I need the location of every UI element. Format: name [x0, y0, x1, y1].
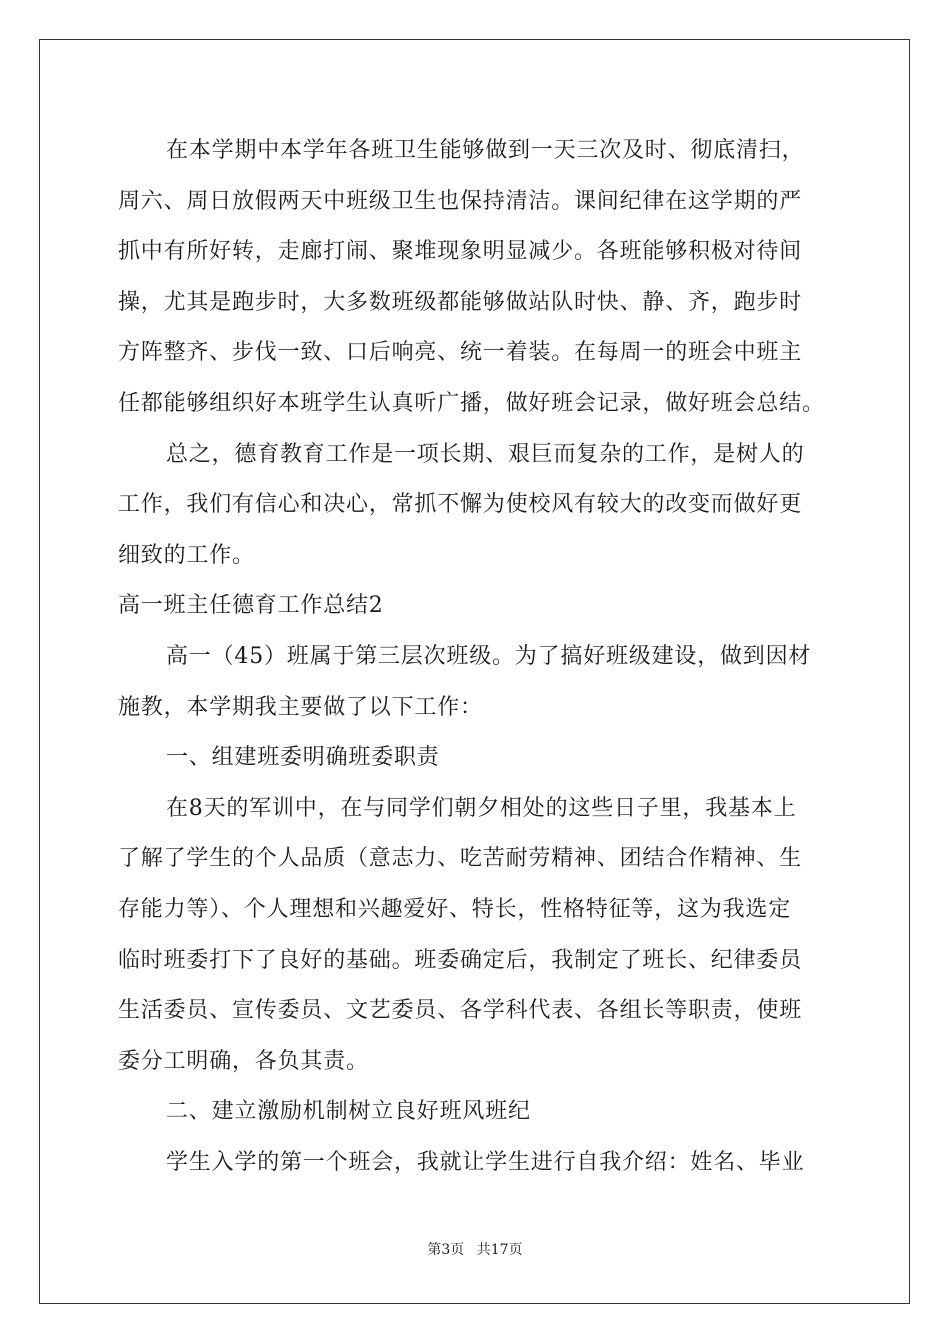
paragraph-line: 任都能够组织好本班学生认真听广播，做好班会记录，做好班会总结。 — [118, 390, 825, 416]
paragraph-line: 方阵整齐、步伐一致、口后响亮、统一着装。在每周一的班会中班主 — [118, 340, 803, 366]
document-body — [118, 126, 838, 1188]
paragraph-line: 高一（45）班属于第三层次班级。为了搞好班级建设，做到因材 — [166, 643, 812, 669]
paragraph-line: 细致的工作。 — [118, 542, 255, 568]
paragraph-line: 生活委员、宣传委员、文艺委员、各学科代表、各组长等职责，使班 — [118, 998, 803, 1024]
page-footer — [0, 1239, 950, 1259]
subsection-heading: 一、组建班委明确班委职责 — [166, 745, 440, 771]
paragraph-line: 存能力等）、个人理想和兴趣爱好、特长，性格特征等，这为我选定 — [118, 896, 792, 922]
paragraph-line: 操，尤其是跑步时，大多数班级都能够做站队时快、静、齐，跑步时 — [118, 289, 803, 315]
paragraph-line: 工作，我们有信心和决心，常抓不懈为使校风有较大的改变而做好更 — [118, 492, 803, 518]
paragraph-line: 委分工明确，各负其责。 — [118, 1048, 369, 1074]
total-pages: 共17页 — [476, 1242, 523, 1258]
paragraph-line: 抓中有所好转，走廊打闹、聚堆现象明显减少。各班能够积极对待间 — [118, 239, 803, 265]
paragraph-line: 临时班委打下了良好的基础。班委确定后，我制定了班长、纪律委员 — [118, 947, 803, 973]
paragraph-line: 周六、周日放假两天中班级卫生也保持清洁。课间纪律在这学期的严 — [118, 188, 803, 214]
section-title: 高一班主任德育工作总结2 — [118, 593, 384, 619]
subsection-heading: 二、建立激励机制树立良好班风班纪 — [166, 1099, 531, 1125]
paragraph-line: 总之，德育教育工作是一项长期、艰巨而复杂的工作，是树人的 — [166, 441, 805, 467]
page-number: 第3页 — [427, 1242, 465, 1258]
paragraph-line: 了解了学生的个人品质（意志力、吃苦耐劳精神、团结合作精神、生 — [118, 846, 803, 872]
paragraph-line: 施教，本学期我主要做了以下工作： — [118, 694, 483, 720]
paragraph-line: 在8天的军训中，在与同学们朝夕相处的这些日子里，我基本上 — [166, 795, 797, 821]
paragraph-line: 学生入学的第一个班会，我就让学生进行自我介绍：姓名、毕业 — [166, 1149, 805, 1175]
paragraph-line: 在本学期中本学年各班卫生能够做到一天三次及时、彻底清扫， — [166, 138, 805, 163]
